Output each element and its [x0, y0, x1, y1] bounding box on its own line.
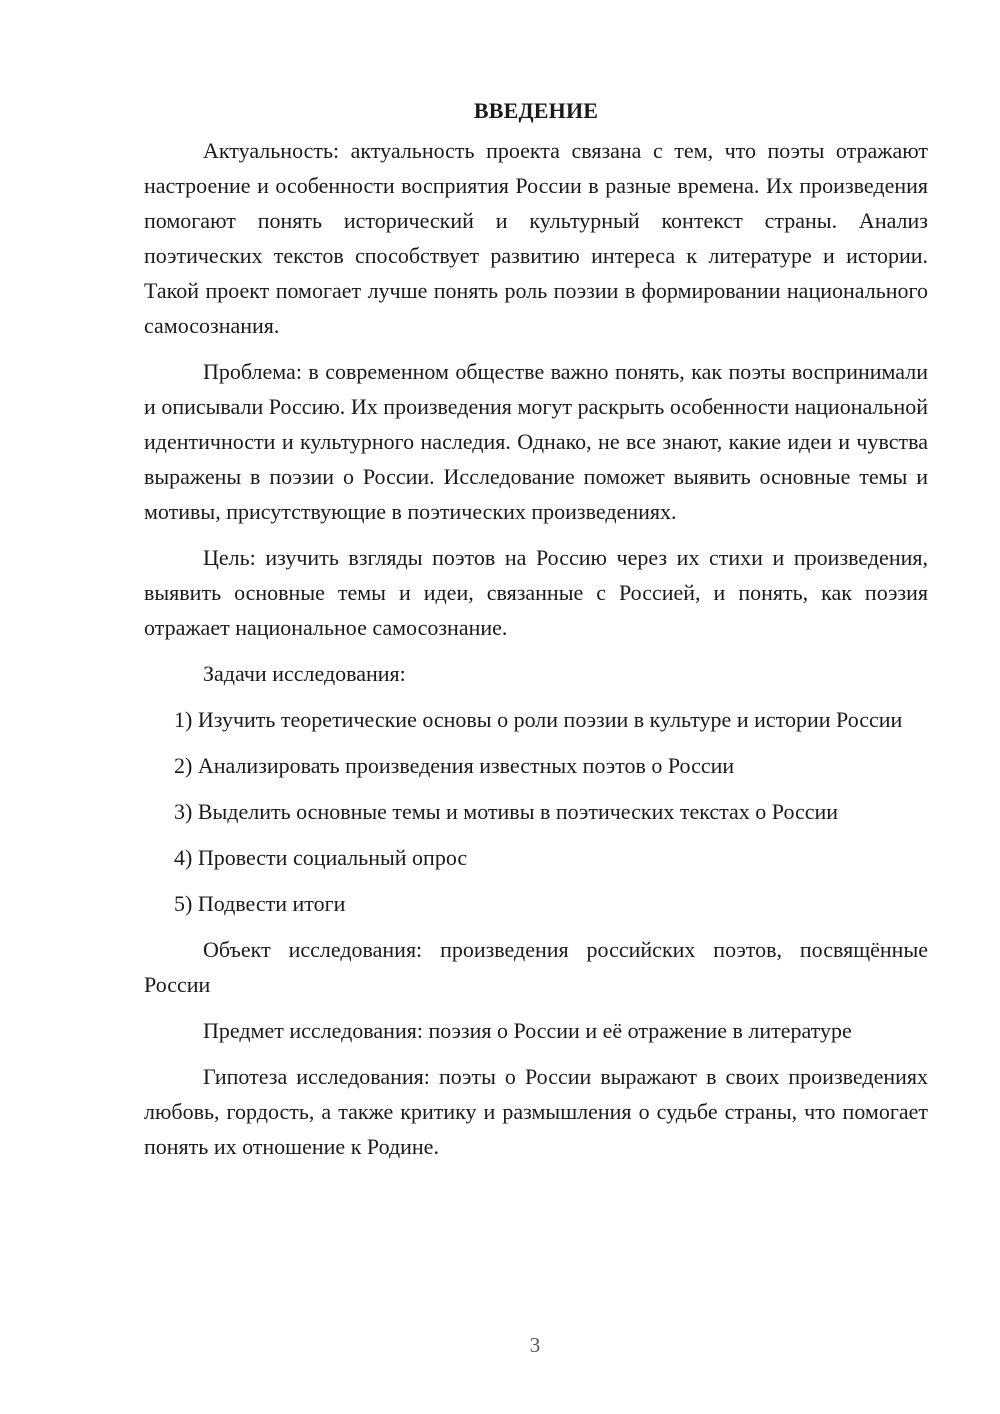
- section-heading: ВВЕДЕНИЕ: [473, 98, 599, 123]
- task-item-1: 1) Изучить теоретические основы о роли поэзии в культуре и истории России: [174, 707, 903, 732]
- task-item-5: 5) Подвести итоги: [174, 891, 346, 916]
- document-page: [144, 96, 928, 1175]
- tasks-title: Задачи исследования:: [203, 661, 406, 686]
- object-paragraph: Объект исследования: произведения российских поэтов, посвящённые России: [144, 937, 928, 997]
- task-item-2: 2) Анализировать произведения известных поэтов о России: [174, 753, 735, 778]
- task-item-3: 3) Выделить основные темы и мотивы в поэтических текстах о России: [174, 799, 839, 824]
- relevance-paragraph: Актуальность: актуальность проекта связана с тем, что поэты отражают настроение и особенности восприятия России в разные времена. Их произведения помогают понять исторический и культурный контекст страны. Анализ поэтических текстов способствует развитию интереса к литературе и истории. Такой проект помогает лучше понять роль поэзии в формировании национального самосознания.: [144, 138, 928, 338]
- goal-paragraph: Цель: изучить взгляды поэтов на Россию через их стихи и произведения, выявить основные темы и идеи, связанные с Россией, и понять, как поэзия отражает национальное самосознание.: [144, 545, 928, 640]
- page-number: 3: [529, 1333, 541, 1357]
- subject-paragraph: Предмет исследования: поэзия о России и её отражение в литературе: [203, 1018, 852, 1043]
- hypothesis-paragraph: Гипотеза исследования: поэты о России выражают в своих произведениях любовь, гордость, а также критику и размышления о судьбе страны, что помогает понять их отношение к Родине.: [144, 1064, 928, 1159]
- problem-paragraph: Проблема: в современном обществе важно понять, как поэты воспринимали и описывали Россию. Их произведения могут раскрыть особенности национальной идентичности и культурного наследия. Однако, не все знают, какие идеи и чувства выражены в поэзии о России. Исследование поможет выявить основные темы и мотивы, присутствующие в поэтических произведениях.: [144, 359, 928, 524]
- task-item-4: 4) Провести социальный опрос: [174, 845, 468, 870]
